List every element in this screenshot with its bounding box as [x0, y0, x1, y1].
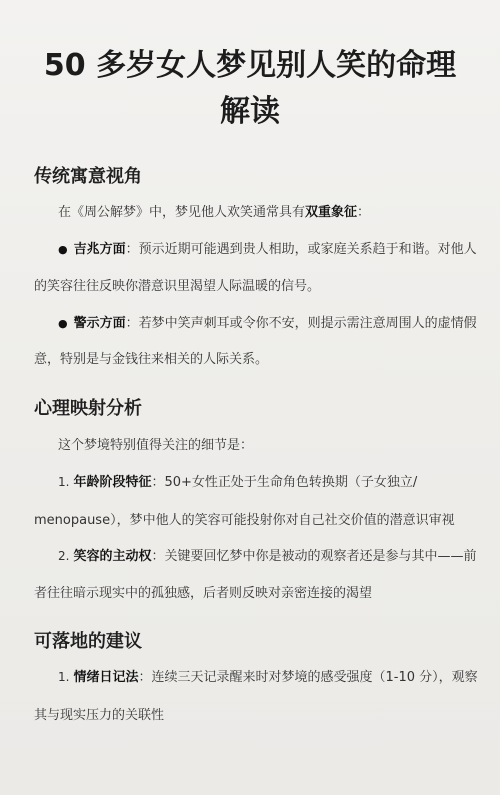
item-text: 50+女性正处于生命角色转换期（子女独立/: [164, 475, 418, 490]
item-separator: ：: [125, 316, 139, 331]
item-label: 年龄阶段特征: [73, 475, 152, 490]
item-separator: ：: [151, 549, 165, 564]
section-intro-traditional: [58, 206, 370, 219]
item-label: 警示方面: [73, 316, 126, 331]
item-label: 吉兆方面: [73, 242, 126, 257]
page-title-line-1: 50 多岁女人梦见别人笑的命理: [43, 48, 457, 83]
list-item-warning-continued: 意，特别是与金钱往来相关的人际关系。: [34, 352, 269, 367]
item-label: 情绪日记法: [73, 670, 139, 685]
list-item-age-stage-continued: menopause），梦中他人的笑容可能投射你对自己社交价值的潜意识审视: [34, 513, 455, 528]
intro-emphasis: 双重象征: [305, 205, 358, 220]
list-item-emotion-diary-continued: 其与现实压力的关联性: [34, 708, 165, 723]
item-text: 若梦中笑声刺耳或令你不安，则提示需注意周围人的虚情假: [138, 316, 477, 331]
item-text: 连续三天记录醒来时对梦境的感受强度（1-10 分），观察: [151, 670, 478, 685]
section-heading-suggestions: 可落地的建议: [34, 631, 142, 652]
list-item-auspicious-continued: 的笑容往往反映你潜意识里渴望人际温暖的信号。: [34, 279, 321, 294]
section-heading-psychology: 心理映射分析: [34, 398, 142, 419]
item-number: 1.: [58, 670, 70, 684]
item-text: 关键要回忆梦中你是被动的观察者还是参与其中——前: [164, 549, 477, 564]
section-intro-psychology: 这个梦境特别值得关注的细节是：: [58, 438, 254, 453]
item-separator: ：: [125, 242, 139, 257]
item-number: 2.: [58, 549, 70, 563]
item-text: 预示近期可能遇到贵人相助，或家庭关系趋于和谐。对他人: [138, 242, 477, 257]
item-label: 笑容的主动权: [73, 549, 152, 564]
intro-text: 在《周公解梦》中，梦见他人欢笑通常具有: [58, 205, 306, 220]
bullet-icon: ●: [58, 317, 68, 330]
page-title-line-2: 解读: [220, 94, 280, 129]
list-item-smile-initiative-continued: 者往往暗示现实中的孤独感，后者则反映对亲密连接的渴望: [34, 586, 373, 601]
list-item-warning: [58, 317, 477, 330]
item-separator: ：: [138, 670, 152, 685]
item-separator: ：: [151, 475, 165, 490]
item-number: 1.: [58, 475, 70, 489]
list-item-auspicious: [58, 243, 477, 256]
section-heading-traditional: 传统寓意视角: [34, 166, 142, 187]
list-item-age-stage: [58, 476, 417, 489]
intro-suffix: ：: [357, 205, 371, 220]
list-item-smile-initiative: [58, 550, 477, 563]
bullet-icon: ●: [58, 243, 68, 256]
list-item-emotion-diary: [58, 671, 478, 684]
